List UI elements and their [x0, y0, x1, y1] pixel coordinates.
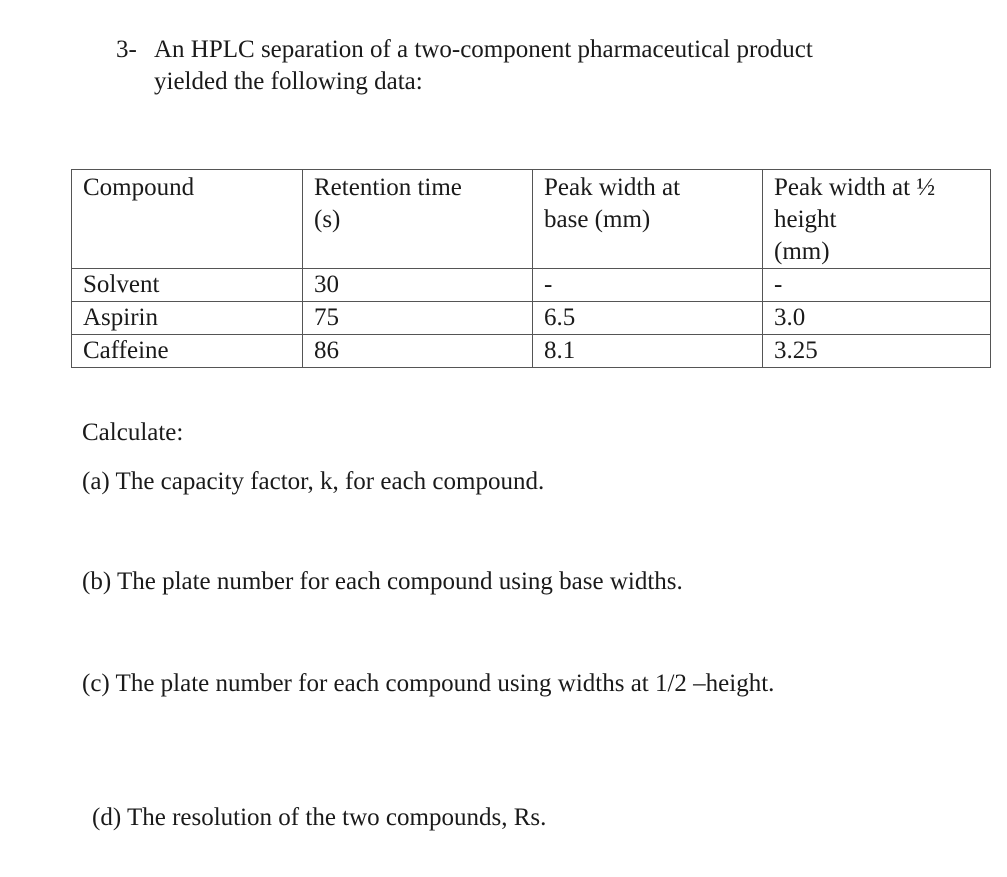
part-c-text: (c) The plate number for each compound using widths at 1/2 –height. [82, 670, 775, 697]
part-b-text: (b) The plate number for each compound using base widths. [82, 568, 683, 595]
question-line-1-text: An HPLC separation of a two-component pharmaceutical product [154, 36, 813, 63]
cell-compound: Caffeine [72, 335, 303, 368]
cell-peak-width-base: 8.1 [533, 335, 763, 368]
cell-peak-width-half: 3.0 [763, 302, 991, 335]
cell-retention-time: 75 [303, 302, 533, 335]
hplc-data-table [71, 169, 991, 368]
cell-compound: Aspirin [72, 302, 303, 335]
question-text [116, 34, 813, 98]
cell-peak-width-half: 3.25 [763, 335, 991, 368]
cell-peak-width-base: 6.5 [533, 302, 763, 335]
table-row [72, 335, 991, 368]
cell-compound: Solvent [72, 269, 303, 302]
header-peak-width-half-height: Peak width at ½ height (mm) [763, 170, 991, 269]
question-line-2: yielded the following data: [154, 68, 423, 95]
part-d-text: (d) The resolution of the two compounds, Rs. [92, 804, 547, 831]
table-header-row [72, 170, 991, 269]
table-row [72, 302, 991, 335]
header-compound: Compound [72, 170, 303, 269]
question-line-1 [116, 34, 813, 66]
question-number: 3- [116, 36, 137, 63]
header-peak-width-base: Peak width at base (mm) [533, 170, 763, 269]
cell-retention-time: 86 [303, 335, 533, 368]
cell-retention-time: 30 [303, 269, 533, 302]
part-a-text: (a) The capacity factor, k, for each compound. [82, 468, 545, 495]
table-row [72, 269, 991, 302]
cell-peak-width-base: - [533, 269, 763, 302]
header-retention-time: Retention time (s) [303, 170, 533, 269]
calculate-label: Calculate: [82, 419, 184, 446]
cell-peak-width-half: - [763, 269, 991, 302]
